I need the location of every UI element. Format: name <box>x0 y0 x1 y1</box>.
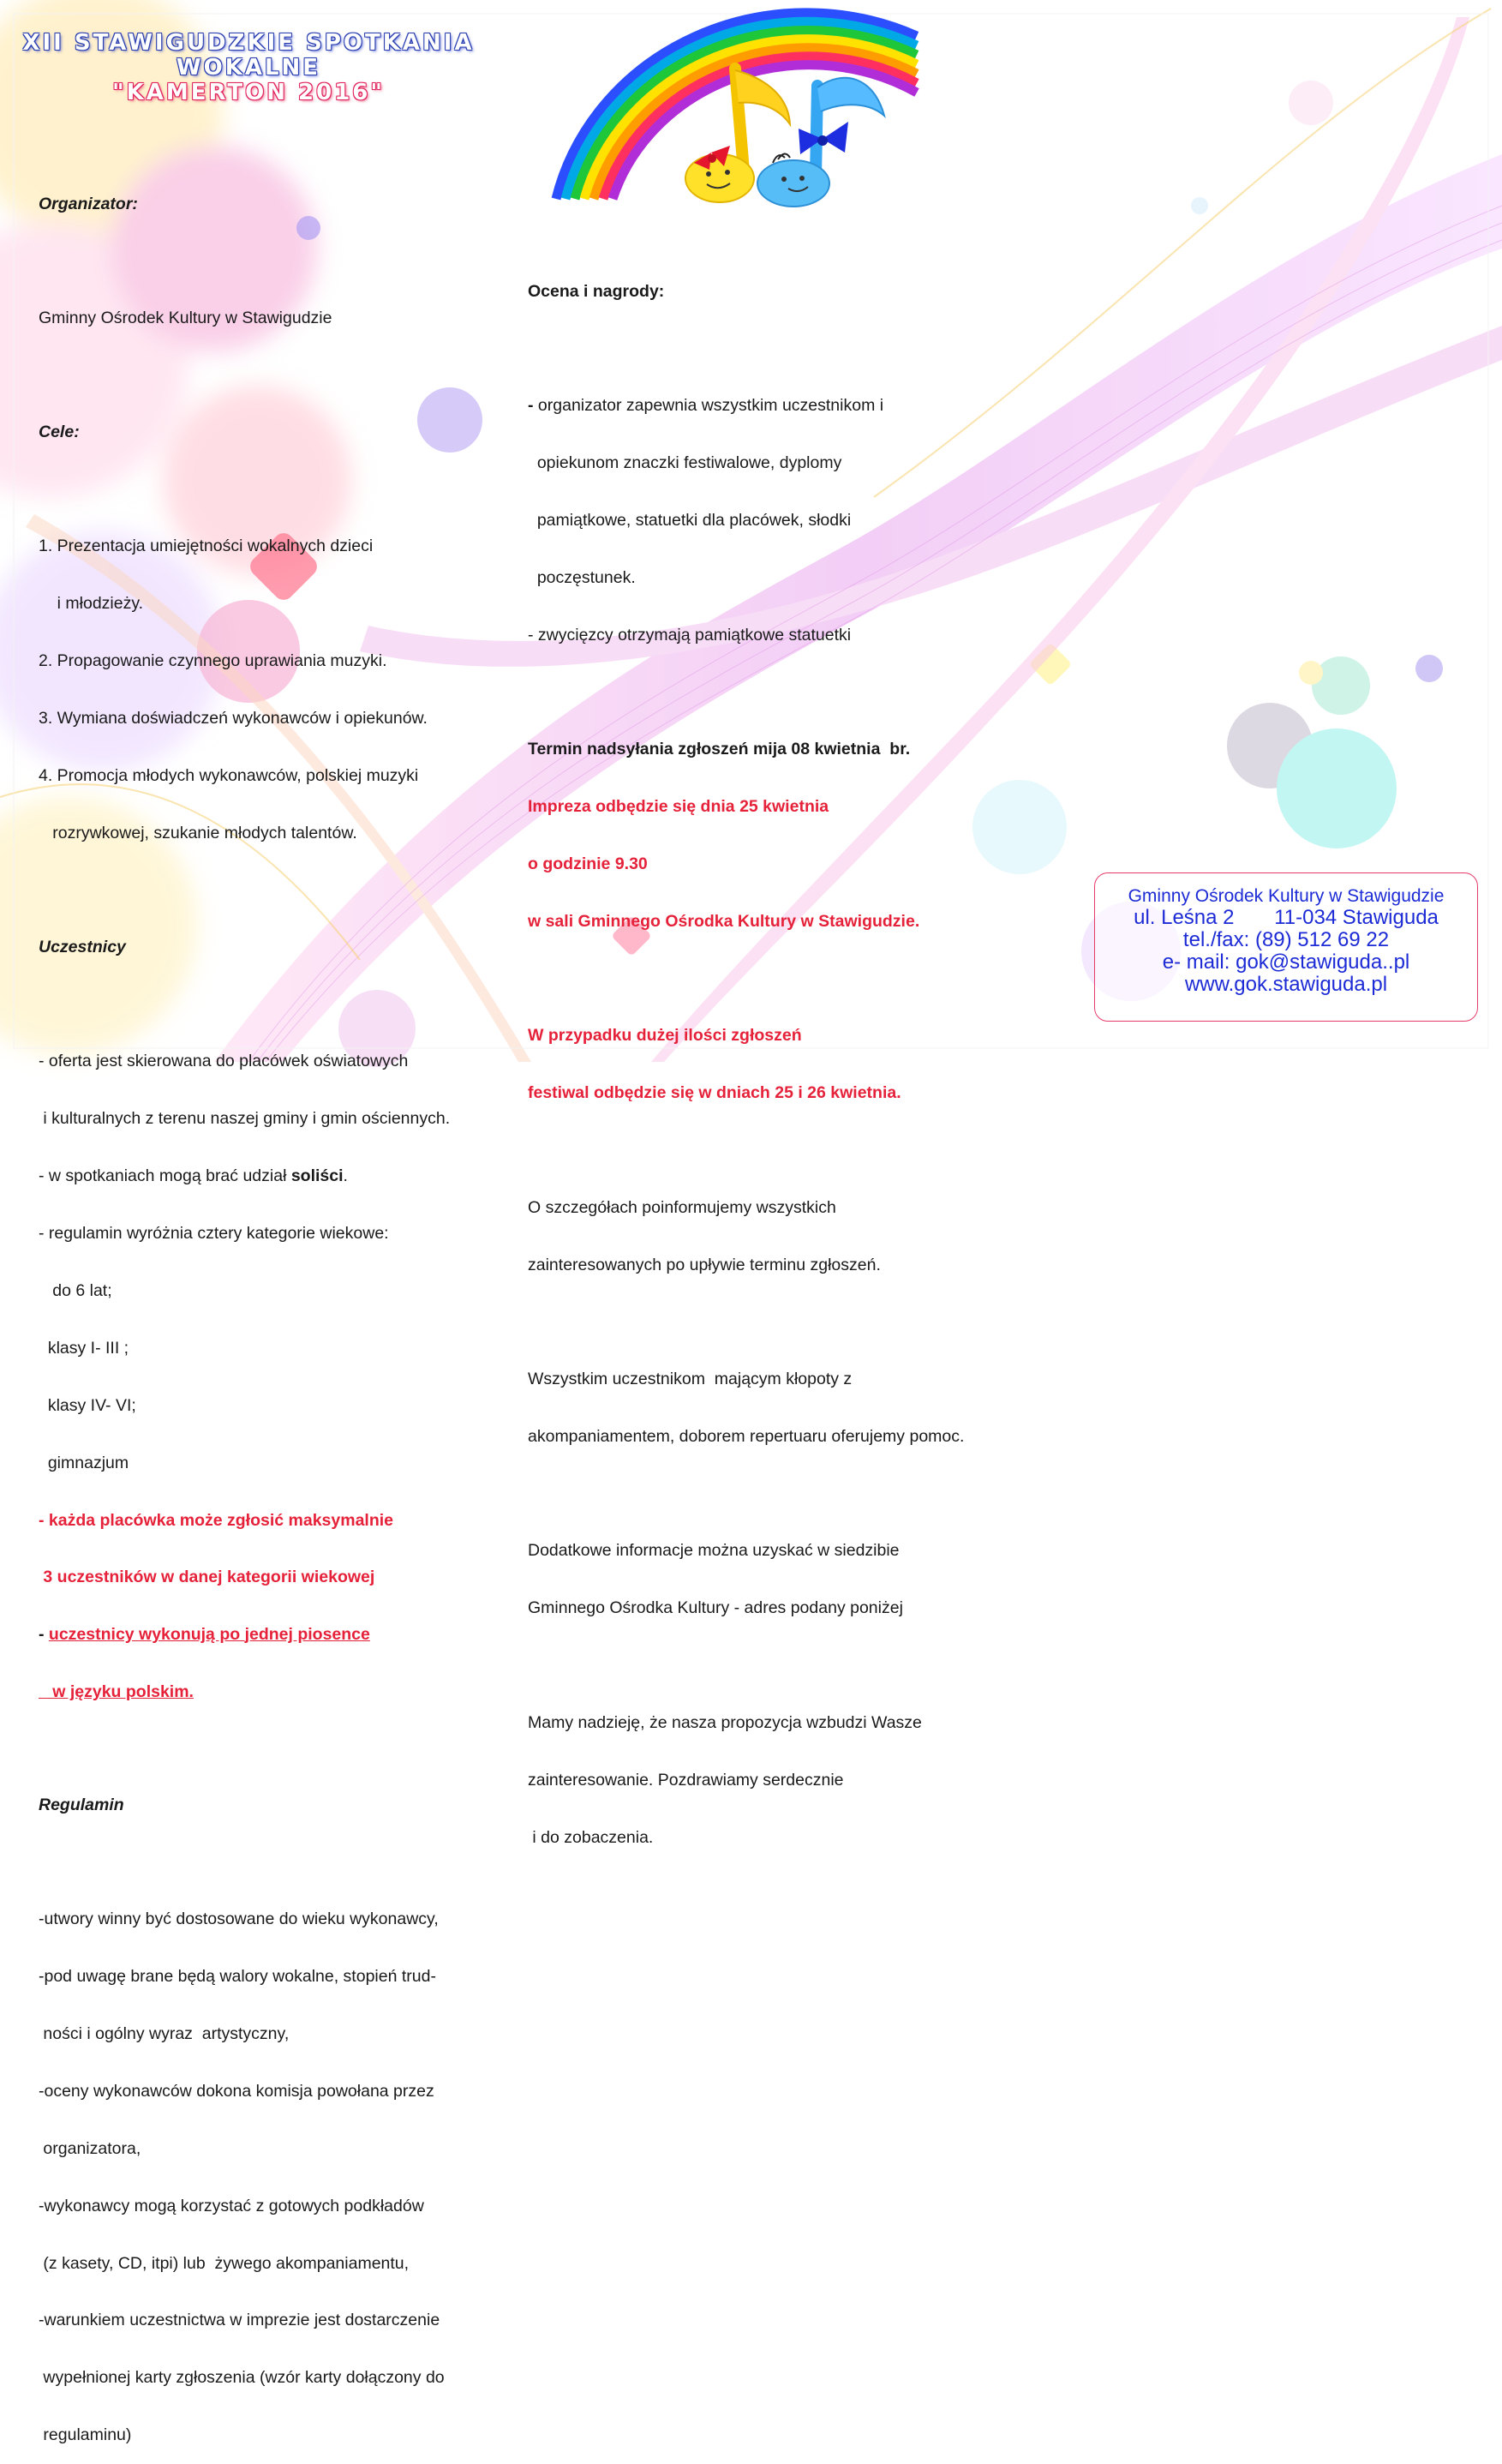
rainbow-music-notes-logo-icon <box>548 9 925 207</box>
ocena-heading: Ocena i nagrody: <box>528 281 665 301</box>
regulamin-line: -utwory winny być dostosowane do wieku wykonawcy, <box>39 1909 439 1929</box>
contact-box <box>1094 872 1478 1022</box>
solisci-bold: soliści <box>290 1166 344 1186</box>
cele-line: 4. Promocja młodych wykonawców, polskiej muzyki <box>39 765 419 785</box>
limit-line: 3 uczestników w danej kategorii wiekowej <box>39 1568 375 1587</box>
pomoc-line: akompaniamentem, doborem repertuaru oferujemy pomoc. <box>528 1426 965 1446</box>
regulamin-line: -oceny wykonawców dokona komisja powołana przez <box>39 2081 434 2101</box>
contact-address: ul. Leśna 2 11-034 Stawiguda <box>1134 906 1439 929</box>
termin-line: Termin nadsyłania zgłoszeń mija 08 kwietnia br. <box>528 740 911 759</box>
kategorie-line: - regulamin wyróżnia cztery kategorie wiekowe: <box>39 1224 389 1244</box>
regulamin-line: organizatora, <box>39 2138 141 2158</box>
contact-phone: tel./fax: (89) 512 69 22 <box>1182 928 1390 951</box>
organizator-heading: Organizator: <box>39 194 138 213</box>
nadzieja-line: Mamy nadzieję, że nasza propozycja wzbudzi Wasze <box>528 1712 922 1732</box>
nadzieja-line: zainteresowanie. Pozdrawiamy serdecznie <box>528 1770 844 1790</box>
kategorie-line: klasy IV- VI; <box>39 1395 136 1415</box>
uczestnicy-line: i kulturalnych z terenu naszej gminy i gmin ościennych. <box>39 1109 451 1129</box>
nagrody-line: - organizator zapewnia wszystkim uczestnikom i <box>528 396 884 416</box>
organizator-text: Gminny Ośrodek Kultury w Stawigudzie <box>39 309 332 328</box>
contact-email[interactable]: e- mail: gok@stawiguda..pl <box>1162 950 1410 974</box>
nagrody-line: pamiątkowe, statuetki dla placówek, słodki <box>528 510 852 530</box>
jezyk-line: w języku polskim. <box>39 1682 194 1702</box>
contact-name: Gminny Ośrodek Kultury w Stawigudzie <box>1128 886 1445 906</box>
nadzieja-line: i do zobaczenia. <box>528 1827 654 1847</box>
przypadek-line: festiwal odbędzie się w dniach 25 i 26 kwietnia. <box>528 1083 901 1103</box>
regulamin-line: -pod uwagę brane będą walory wokalne, stopień trud- <box>39 1967 436 1987</box>
piosenka-line: - uczestnicy wykonują po jednej piosence <box>39 1625 370 1645</box>
info-line: zainteresowanych po upływie terminu zgłoszeń. <box>528 1255 881 1274</box>
regulamin-line: regulaminu) <box>39 2425 132 2445</box>
right-column <box>528 243 1076 1866</box>
title-line-1: XII STAWIGUDZKIE SPOTKANIA <box>22 30 475 56</box>
impreza-line: o godzinie 9.30 <box>528 854 648 873</box>
regulamin-line: -wykonawcy mogą korzystać z gotowych podkładów <box>39 2196 424 2215</box>
cele-line: rozrywkowej, szukanie młodych talentów. <box>39 823 357 842</box>
event-title <box>17 31 480 105</box>
cele-line: i młodzieży. <box>39 593 144 613</box>
kategorie-line: gimnazjum <box>39 1453 129 1472</box>
contact-website-link[interactable]: www.gok.stawiguda.pl <box>1184 973 1388 996</box>
solisci-line: - w spotkaniach mogą brać udział soliści. <box>39 1166 348 1186</box>
title-line-2: WOKALNE <box>176 55 321 81</box>
kategorie-line: do 6 lat; <box>39 1281 112 1301</box>
nagrody-line: opiekunom znaczki festiwalowe, dyplomy <box>528 453 842 472</box>
pomoc-line: Wszystkim uczestnikom mającym kłopoty z <box>528 1370 853 1389</box>
przypadek-line: W przypadku dużej ilości zgłoszeń <box>528 1026 802 1046</box>
info-line: O szczegółach poinformujemy wszystkich <box>528 1197 836 1217</box>
limit-line: - każda placówka może zgłosić maksymalnie <box>39 1510 394 1530</box>
title-line-3: "KAMERTON 2016" <box>112 80 385 105</box>
regulamin-line: ności i ogólny wyraz artystyczny, <box>39 2024 290 2044</box>
cele-line: 2. Propagowanie czynnego uprawiania muzyki. <box>39 650 387 670</box>
uczestnicy-line: - oferta jest skierowana do placówek oświatowych <box>39 1052 409 1071</box>
regulamin-line: -warunkiem uczestnictwa w imprezie jest dostarczenie <box>39 2311 440 2330</box>
cele-line: 1. Prezentacja umiejętności wokalnych dzieci <box>39 537 374 556</box>
regulamin-heading: Regulamin <box>39 1795 124 1814</box>
impreza-line: w sali Gminnego Ośrodka Kultury w Stawigudzie. <box>528 911 920 931</box>
nagrody-line: poczęstunek. <box>528 567 636 587</box>
impreza-line: Impreza odbędzie się dnia 25 kwietnia <box>528 797 829 817</box>
uczestnicy-heading: Uczestnicy <box>39 937 126 956</box>
dodatkowe-line: Dodatkowe informacje można uzyskać w siedzibie <box>528 1541 900 1561</box>
cele-heading: Cele: <box>39 422 80 441</box>
left-column <box>39 156 518 2464</box>
nagrody-line: - zwycięzcy otrzymają pamiątkowe statuetki <box>528 625 852 644</box>
regulamin-line: (z kasety, CD, itpi) lub żywego akompaniamentu, <box>39 2253 410 2273</box>
regulamin-line: wypełnionej karty zgłoszenia (wzór karty dołączony do <box>39 2368 445 2388</box>
dodatkowe-line: Gminnego Ośrodka Kultury - adres podany poniżej <box>528 1598 903 1618</box>
cele-line: 3. Wymiana doświadczeń wykonawców i opiekunów. <box>39 708 428 728</box>
kategorie-line: klasy I- III ; <box>39 1338 129 1358</box>
